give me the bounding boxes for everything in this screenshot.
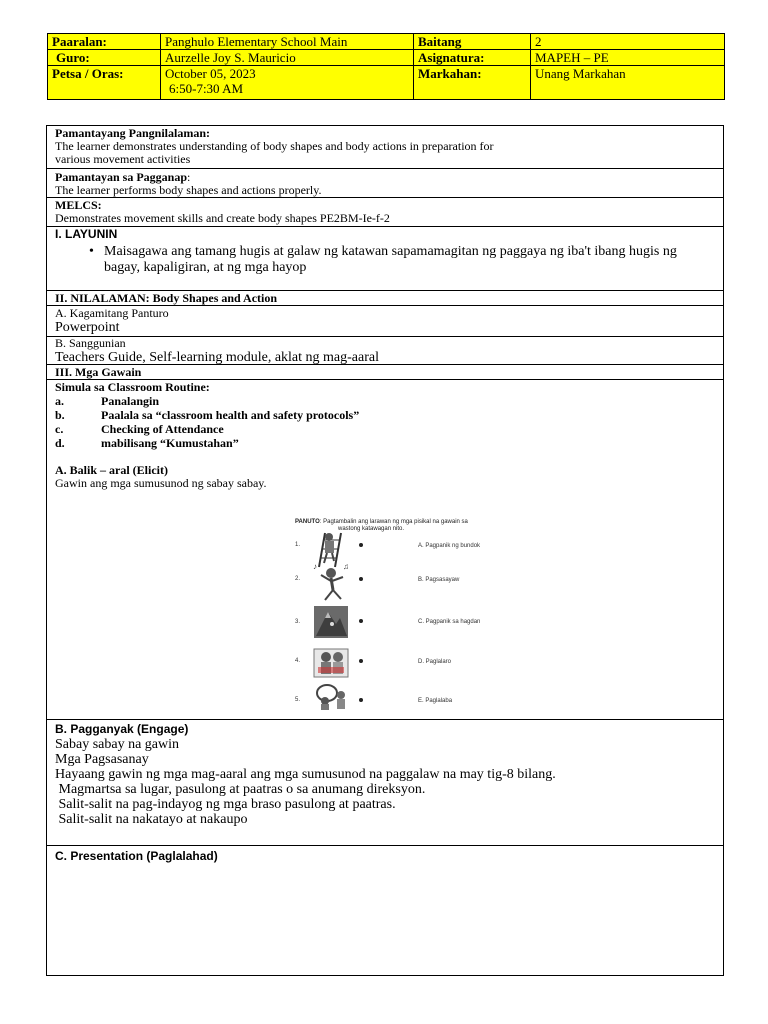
petsa-date: October 05, 2023 bbox=[165, 66, 256, 81]
panuto-text-line2: wastong katawagan nito. bbox=[338, 526, 405, 532]
melcs-title: MELCS: bbox=[55, 198, 102, 212]
kagamitan-section bbox=[47, 306, 723, 337]
header-table bbox=[47, 33, 725, 100]
pagganyak-section bbox=[47, 720, 723, 846]
match-dot bbox=[359, 619, 363, 623]
match-label: D. Paglalaro bbox=[418, 659, 452, 665]
gawain-title: III. Mga Gawain bbox=[47, 365, 723, 380]
content-standard-section bbox=[47, 126, 723, 169]
layunin-title: I. LAYUNIN bbox=[55, 227, 118, 241]
item-number: 1. bbox=[295, 542, 301, 548]
svg-text:♫: ♫ bbox=[343, 562, 349, 571]
lesson-plan-box bbox=[46, 125, 724, 976]
item-number: 3. bbox=[295, 619, 301, 625]
match-label: C. Pagpanik sa hagdan bbox=[418, 619, 481, 625]
content-standard-line2: various movement activities bbox=[55, 152, 191, 166]
kagamitan-value: Powerpoint bbox=[55, 320, 120, 335]
pagganyak-line: Hayaang gawin ng mga mag-aaral ang mga sumusunod na paggalaw na may tig-8 bilang. bbox=[55, 767, 556, 782]
performance-standard-section bbox=[47, 169, 723, 198]
kagamitan-title: A. Kagamitang Panturo bbox=[55, 306, 169, 320]
balik-aral-title: A. Balik – aral (Elicit) bbox=[55, 463, 168, 477]
guro-label: Guro: bbox=[48, 50, 161, 66]
match-dot bbox=[359, 698, 363, 702]
match-dot bbox=[359, 543, 363, 547]
guro-value: Aurzelle Joy S. Mauricio bbox=[161, 50, 414, 66]
mountain-climb-picture bbox=[314, 606, 348, 638]
panuto-text: PANUTO: Pagtambalin ang larawan ng mga pisikal na gawain sa bbox=[295, 519, 468, 525]
item-number: 5. bbox=[295, 697, 301, 703]
sanggunian-value: Teachers Guide, Self-learning module, aklat ng mag-aaral bbox=[55, 350, 379, 365]
pagganyak-title: B. Pagganyak (Engage) bbox=[55, 722, 189, 736]
list-item: b. Paalala sa “classroom health and safety protocols” bbox=[55, 408, 360, 422]
baitang-label: Baitang bbox=[414, 34, 531, 50]
layunin-section bbox=[47, 227, 723, 291]
match-dot bbox=[359, 577, 363, 581]
list-item: c. Checking of Attendance bbox=[55, 422, 224, 436]
item-number: 4. bbox=[295, 658, 301, 664]
layunin-objective bbox=[55, 244, 715, 276]
list-item: d. mabilisang “Kumustahan” bbox=[55, 436, 239, 450]
svg-text:♪: ♪ bbox=[313, 562, 317, 571]
asignatura-value: MAPEH – PE bbox=[531, 50, 725, 66]
pagganyak-line: Mga Pagsasanay bbox=[55, 752, 149, 767]
markahan-label: Markahan: bbox=[414, 66, 531, 100]
match-label: A. Pagpanik ng bundok bbox=[418, 543, 481, 549]
content-standard-line1: The learner demonstrates understanding of body shapes and body actions in preparation for bbox=[55, 139, 494, 153]
sanggunian-title: B. Sanggunian bbox=[55, 336, 126, 350]
bullet-icon: • bbox=[89, 244, 94, 259]
playing-picture bbox=[312, 645, 350, 679]
list-item: a. Panalangin bbox=[55, 394, 160, 408]
layunin-line2: bagay, kapaligiran, at ng mga hayop bbox=[104, 260, 307, 275]
baitang-value: 2 bbox=[531, 34, 725, 50]
petsa-label: Petsa / Oras: bbox=[48, 66, 161, 100]
markahan-value: Unang Markahan bbox=[531, 66, 725, 100]
laundry-picture bbox=[311, 683, 353, 711]
item-number: 2. bbox=[295, 576, 301, 582]
balik-aral-text: Gawin ang mga sumusunod ng sabay sabay. bbox=[55, 476, 267, 490]
content-standard-title: Pamantayang Pangnilalaman: bbox=[55, 126, 211, 140]
paaralan-label: Paaralan: bbox=[48, 34, 161, 50]
pagganyak-line: Sabay sabay na gawin bbox=[55, 737, 180, 752]
performance-standard-title: Pamantayan sa Pagganap bbox=[55, 170, 188, 184]
petsa-time: 6:50-7:30 AM bbox=[169, 81, 244, 96]
sanggunian-section bbox=[47, 337, 723, 365]
paaralan-value: Panghulo Elementary School Main bbox=[161, 34, 414, 50]
match-label: B. Pagsasayaw bbox=[418, 577, 460, 583]
pagganyak-line: Magmartsa sa lugar, pasulong at paatras o sa anumang direksyon. bbox=[55, 782, 426, 797]
worksheet-image bbox=[287, 517, 503, 712]
performance-standard-colon: : bbox=[187, 170, 191, 184]
presentation-title: C. Presentation (Paglalahad) bbox=[55, 849, 218, 863]
melcs-section bbox=[47, 198, 723, 227]
layunin-line1: Maisagawa ang tamang hugis at galaw ng katawan sapamamagitan ng paggaya ng iba't ibang hugis ng bbox=[104, 244, 677, 259]
asignatura-label: Asignatura: bbox=[414, 50, 531, 66]
presentation-section bbox=[47, 846, 723, 975]
match-dot bbox=[359, 659, 363, 663]
pagganyak-line: Salit-salit na nakatayo at nakaupo bbox=[55, 812, 248, 827]
match-label: E. Paglalaba bbox=[418, 698, 453, 704]
pagganyak-line: Salit-salit na pag-indayog ng mga braso pasulong at paatras. bbox=[55, 797, 396, 812]
dancing-picture bbox=[309, 559, 353, 603]
petsa-value bbox=[161, 66, 414, 100]
performance-standard-text: The learner performs body shapes and actions properly. bbox=[55, 183, 322, 197]
melcs-text: Demonstrates movement skills and create body shapes PE2BM-Ie-f-2 bbox=[55, 211, 390, 225]
routine-title: Simula sa Classroom Routine: bbox=[55, 380, 210, 394]
nilalaman-title: II. NILALAMAN: Body Shapes and Action bbox=[47, 291, 723, 306]
